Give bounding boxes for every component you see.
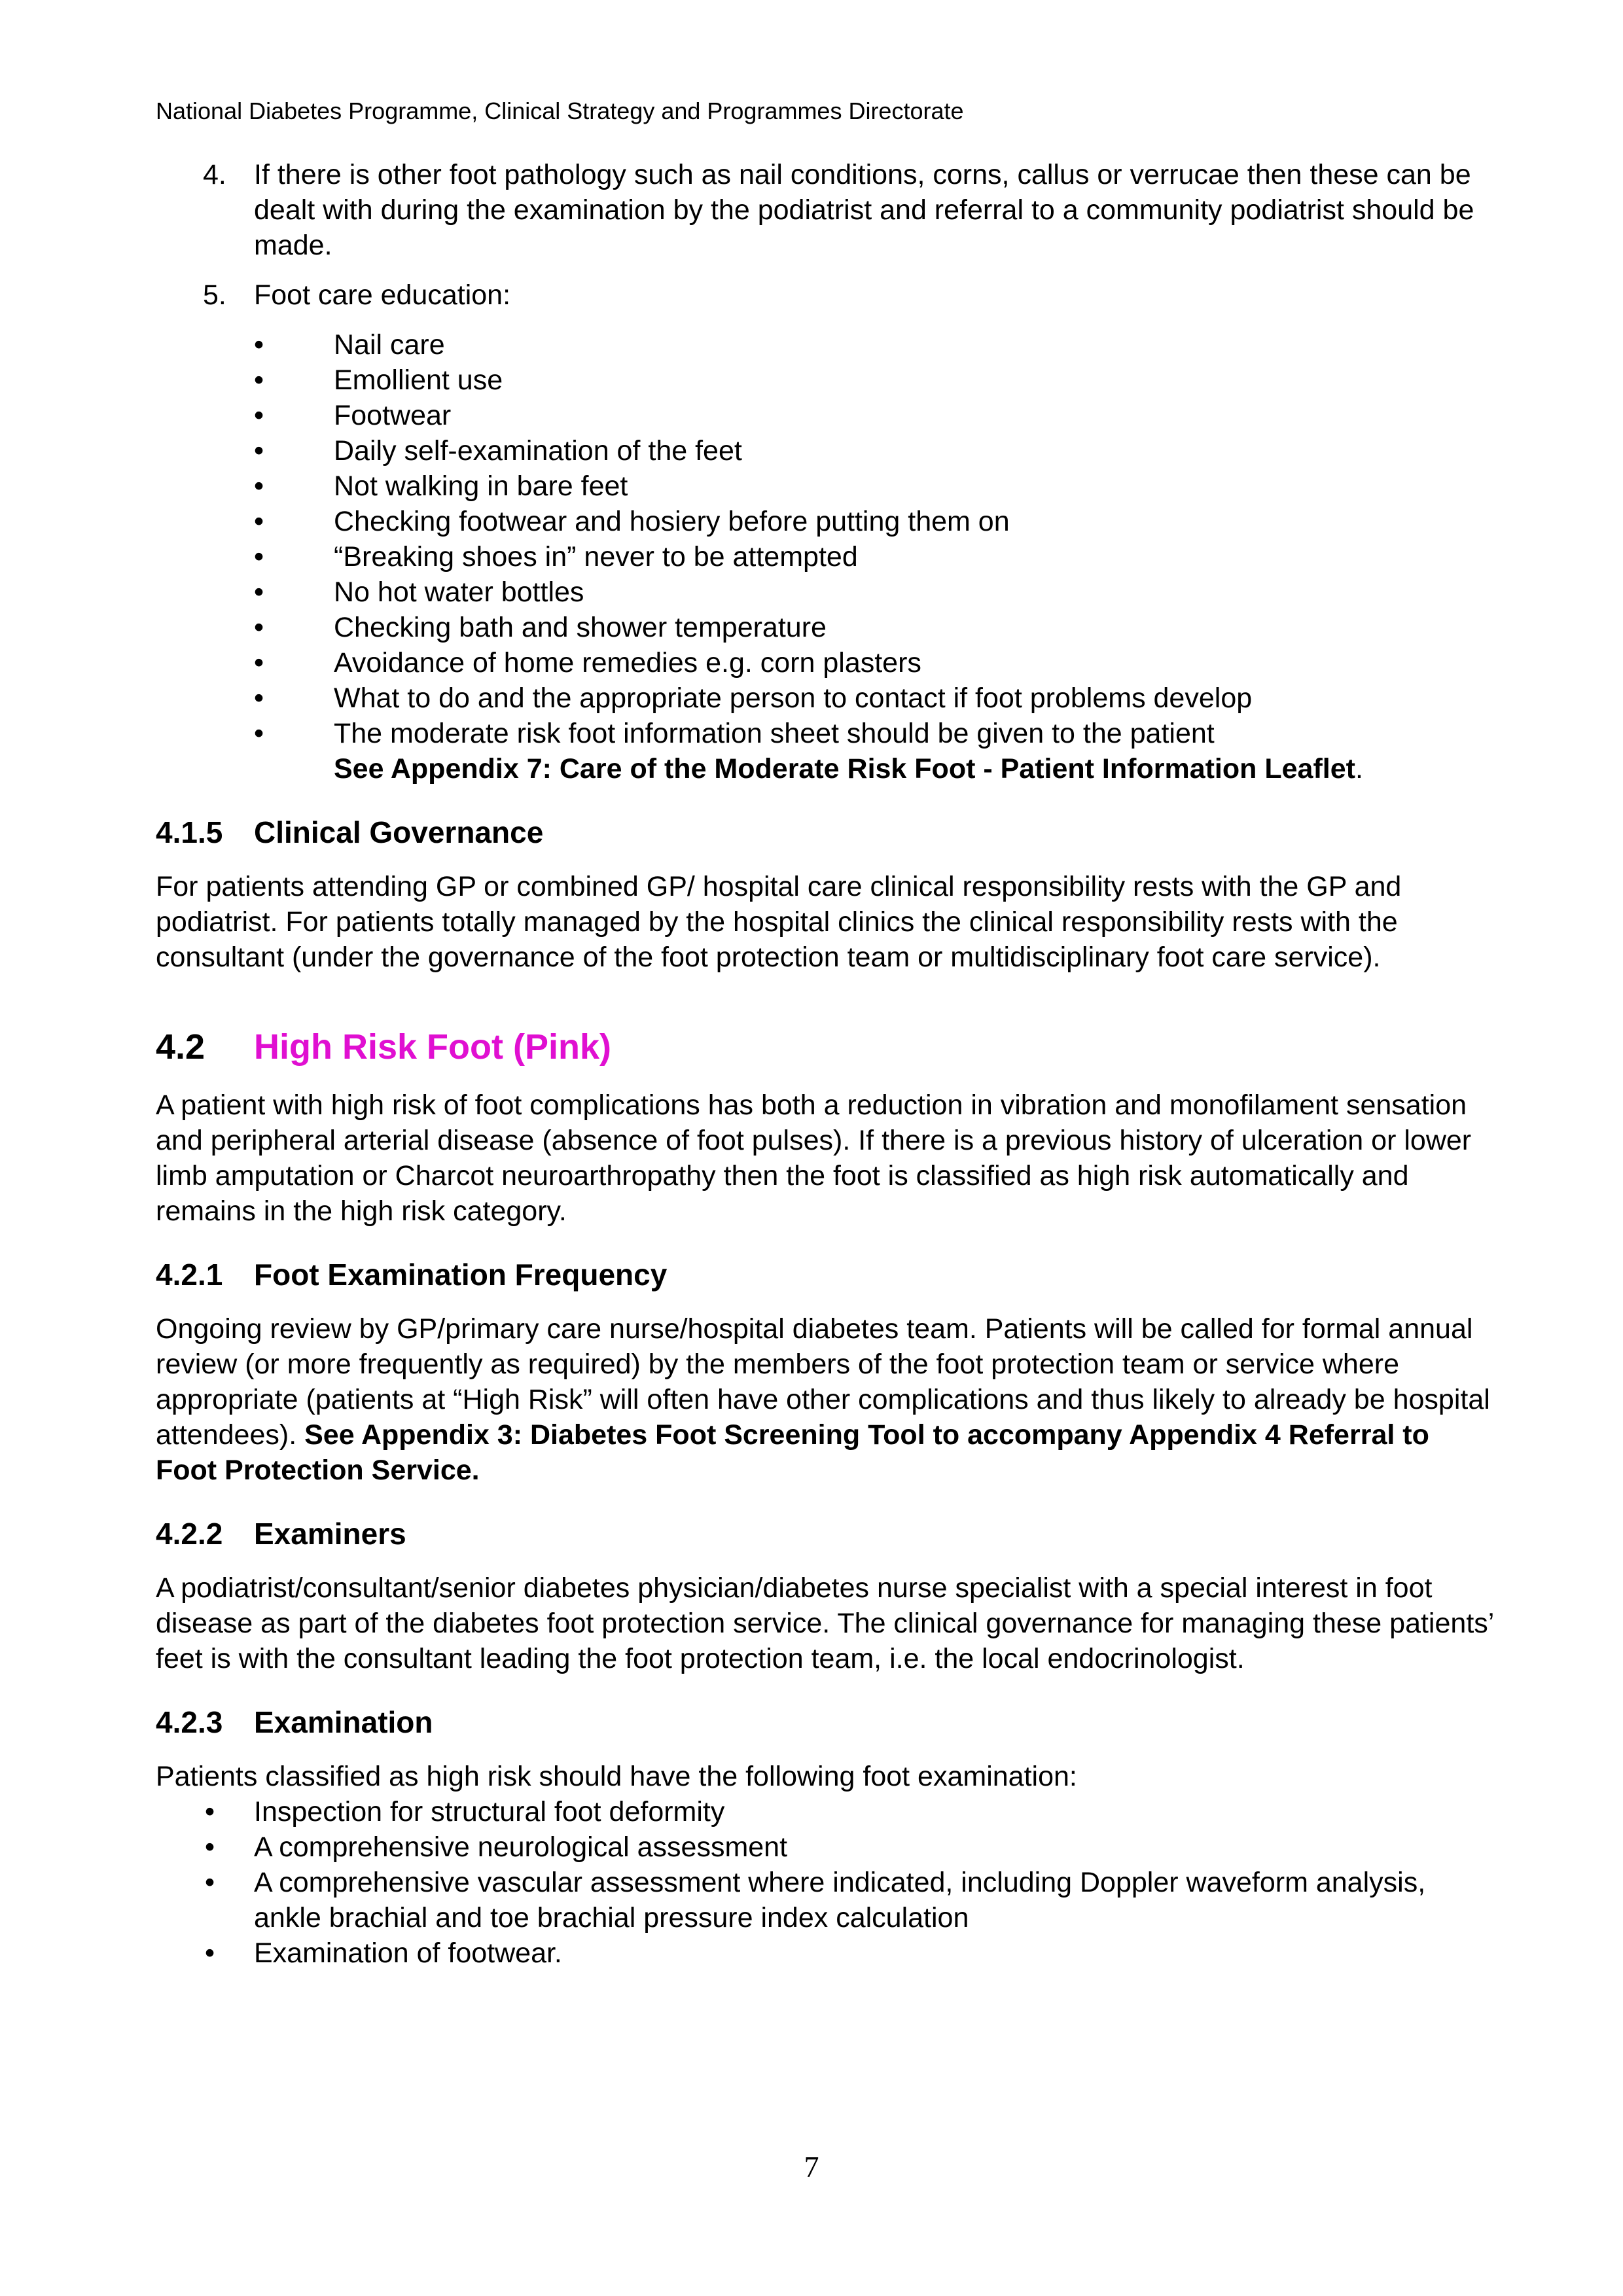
list-item-text: The moderate risk foot information sheet should be given to the patient <box>334 718 1215 749</box>
list-item <box>254 645 1497 680</box>
section-number: 4.2 <box>156 1027 205 1067</box>
section-heading-4-2-3 <box>156 1704 1497 1740</box>
list-item <box>156 1935 1497 1971</box>
list-item-text: Checking footwear and hosiery before putting them on <box>334 506 1010 537</box>
list-item-text: A comprehensive vascular assessment where indicated, including Doppler waveform analysis, ankle brachial and toe brachial pressure index calculation <box>254 1867 1426 1934</box>
list-item <box>156 1794 1497 1829</box>
section-heading-4-2-2 <box>156 1515 1497 1552</box>
list-item-text: Emollient use <box>334 364 503 396</box>
running-header: National Diabetes Programme, Clinical Strategy and Programmes Directorate <box>156 97 964 124</box>
bullet-icon: • <box>254 647 264 679</box>
list-item <box>156 1865 1497 1935</box>
paragraph-text: Ongoing review by GP/primary care nurse/hospital diabetes team. Patients will be called for formal annual review (or more frequently as required) by the members of the foot protection team or service where appropriate (patients at “High Risk” will often have other complications and thus likely to already be hospital attendees). <box>156 1313 1490 1451</box>
list-item <box>156 1829 1497 1865</box>
bullet-icon: • <box>254 470 264 502</box>
list-item <box>254 327 1497 362</box>
bullet-icon: • <box>254 576 264 608</box>
bullet-icon: • <box>254 718 264 749</box>
section-heading-4-1-5 <box>156 814 1497 851</box>
list-item <box>254 716 1497 786</box>
list-item-text: Avoidance of home remedies e.g. corn plasters <box>334 647 921 679</box>
list-item <box>254 680 1497 716</box>
paragraph-clinical-governance: For patients attending GP or combined GP/ hospital care clinical responsibility rests with the GP and podiatrist. For patients totally managed by the hospital clinics the clinical responsibility rests with the consultant (under the governance of the foot protection team or multidisciplinary foot care service). <box>156 871 1402 973</box>
list-item-text: Daily self-examination of the feet <box>334 435 742 467</box>
bullet-icon: • <box>205 1831 215 1863</box>
list-item-text: No hot water bottles <box>334 576 584 608</box>
bullet-icon: • <box>205 1937 215 1969</box>
bullet-icon: • <box>254 329 264 361</box>
item-number: 5. <box>203 279 226 311</box>
list-item-text: Examination of footwear. <box>254 1937 562 1969</box>
list-item <box>254 539 1497 574</box>
list-item <box>254 468 1497 504</box>
list-item <box>254 504 1497 539</box>
bullet-icon: • <box>254 364 264 396</box>
foot-care-education-list <box>254 327 1497 786</box>
list-item-text: Checking bath and shower temperature <box>334 612 827 643</box>
paragraph-examination-intro: Patients classified as high risk should have the following foot examination: <box>156 1761 1077 1792</box>
list-item <box>254 362 1497 398</box>
item-text: Foot care education: <box>254 279 511 311</box>
bullet-icon: • <box>254 400 264 431</box>
section-heading-4-2 <box>156 1026 1497 1068</box>
section-title: Foot Examination Frequency <box>254 1258 668 1292</box>
list-item-text: Nail care <box>334 329 445 361</box>
section-heading-4-2-1 <box>156 1256 1497 1293</box>
list-item <box>254 398 1497 433</box>
item-text: If there is other foot pathology such as nail conditions, corns, callus or verrucae then these can be dealt with during the examination by the podiatrist and referral to a community podiatrist should be made. <box>254 159 1474 261</box>
appendix-reference-end: . <box>1355 753 1363 785</box>
section-number: 4.2.3 <box>156 1705 223 1739</box>
paragraph-exam-frequency <box>156 1311 1497 1488</box>
section-title: High Risk Foot (Pink) <box>254 1027 611 1067</box>
section-number: 4.2.2 <box>156 1517 223 1551</box>
list-item-text: “Breaking shoes in” never to be attempted <box>334 541 858 573</box>
section-number: 4.2.1 <box>156 1258 223 1292</box>
section-number: 4.1.5 <box>156 815 223 849</box>
bullet-icon: • <box>254 612 264 643</box>
page-content <box>156 157 1497 1971</box>
item-number: 4. <box>203 159 226 190</box>
paragraph-high-risk-foot: A patient with high risk of foot complications has both a reduction in vibration and monofilament sensation and peripheral arterial disease (absence of foot pulses). If there is a previous history of ulceration or lower limb amputation or Charcot neuroarthropathy then the foot is classified as high risk automatically and remains in the high risk category. <box>156 1089 1472 1227</box>
bullet-icon: • <box>205 1867 215 1898</box>
page-number: 7 <box>804 2150 819 2183</box>
list-item <box>254 433 1497 468</box>
list-item-text: A comprehensive neurological assessment <box>254 1831 788 1863</box>
numbered-item-5 <box>156 277 1497 313</box>
list-item-text: Not walking in bare feet <box>334 470 628 502</box>
list-item-text: Inspection for structural foot deformity <box>254 1796 725 1828</box>
paragraph-examiners: A podiatrist/consultant/senior diabetes physician/diabetes nurse specialist with a special interest in foot disease as part of the diabetes foot protection service. The clinical governance for managing these patients’ feet is with the consultant leading the foot protection team, i.e. the local endocrinologist. <box>156 1572 1493 1674</box>
section-title: Clinical Governance <box>254 815 544 849</box>
list-item <box>254 574 1497 610</box>
appendix-reference: See Appendix 7: Care of the Moderate Risk Foot - Patient Information Leaflet <box>334 753 1355 785</box>
list-item-text: Footwear <box>334 400 452 431</box>
list-item-text: What to do and the appropriate person to contact if foot problems develop <box>334 682 1253 714</box>
appendix-reference: See Appendix 3: Diabetes Foot Screening Tool to accompany Appendix 4 Referral to Foot Protection Service. <box>156 1419 1429 1486</box>
list-item <box>254 610 1497 645</box>
bullet-icon: • <box>254 435 264 467</box>
bullet-icon: • <box>254 541 264 573</box>
bullet-icon: • <box>254 506 264 537</box>
bullet-icon: • <box>254 682 264 714</box>
numbered-item-4 <box>156 157 1497 263</box>
section-title: Examination <box>254 1705 433 1739</box>
bullet-icon: • <box>205 1796 215 1828</box>
examination-list <box>156 1794 1497 1971</box>
section-title: Examiners <box>254 1517 406 1551</box>
